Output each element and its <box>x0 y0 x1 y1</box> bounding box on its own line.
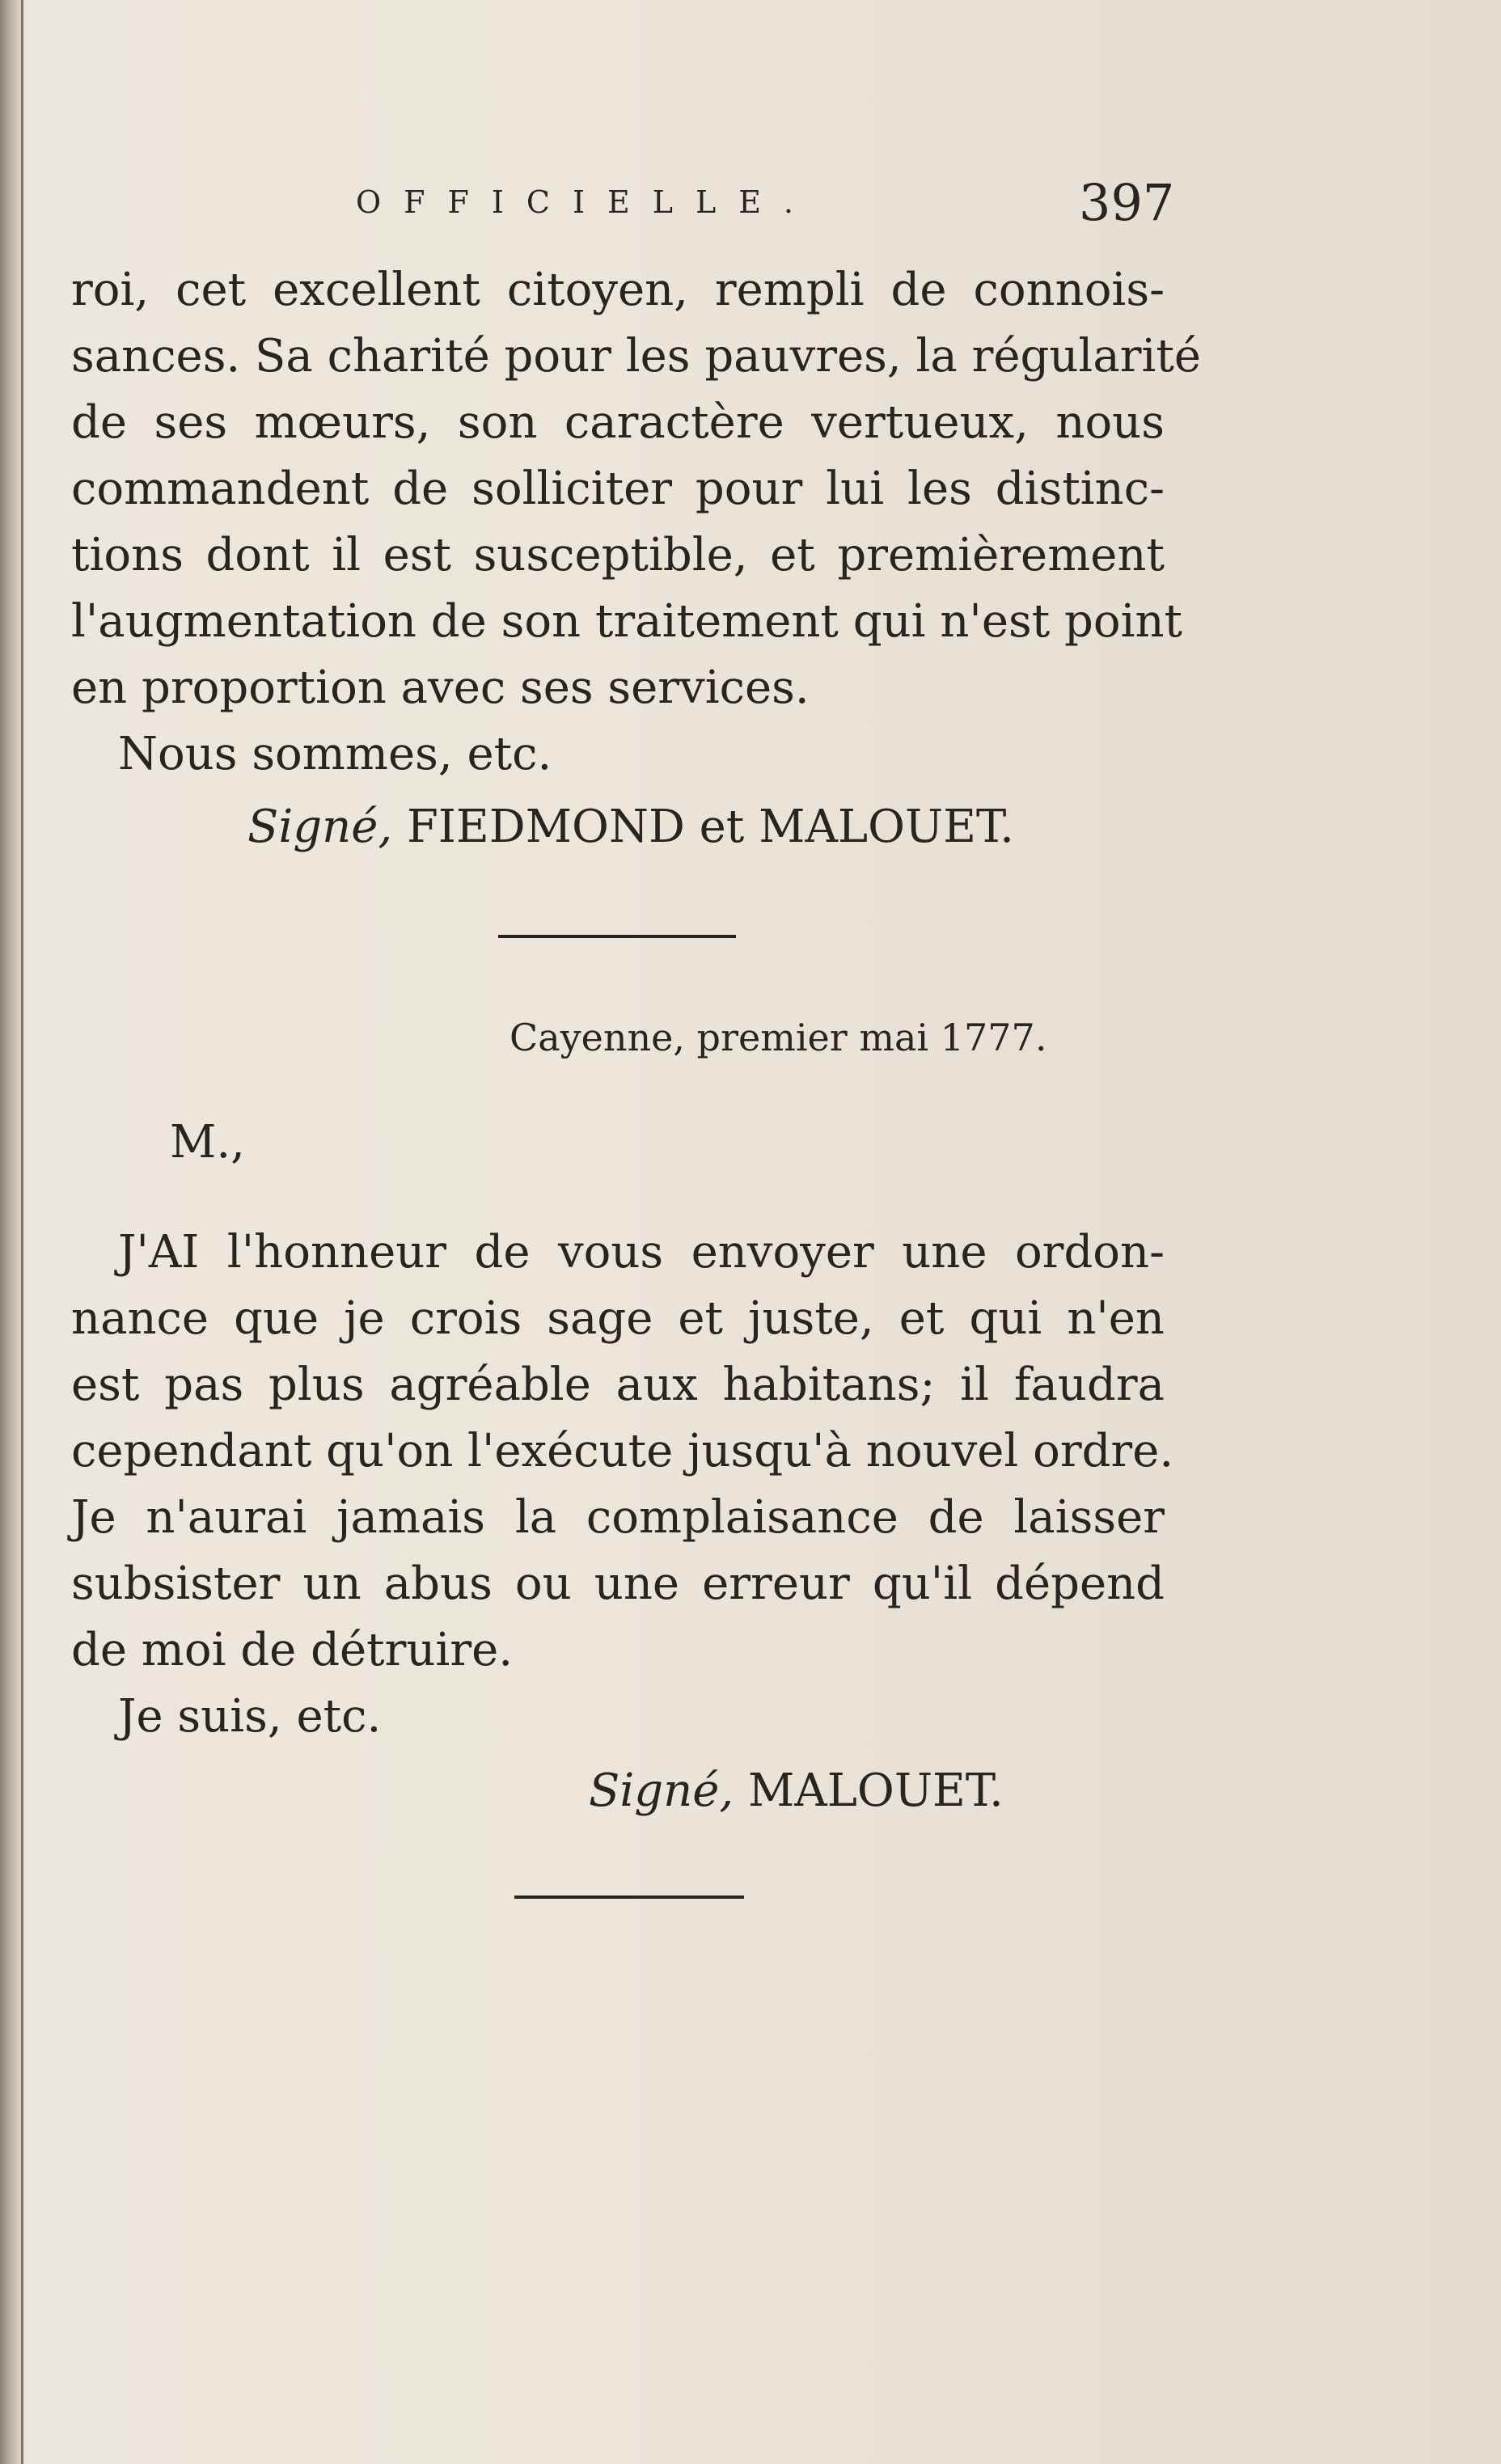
section-2-line: est pas plus agréable aux habitans; il faudra <box>71 1359 1165 1411</box>
page-number: 397 <box>1079 173 1175 232</box>
section-1-paragraph <box>71 257 1202 788</box>
closing-rule <box>514 1896 744 1899</box>
section-2-signature <box>589 1765 1004 1817</box>
page-edge-line <box>21 0 23 2464</box>
section-1-signature-label: Signé, <box>247 801 393 853</box>
section-2-line: subsister un abus ou une erreur qu'il dépend <box>71 1557 1165 1610</box>
section-2-line: J'AI l'honneur de vous envoyer une ordon- <box>118 1226 1165 1278</box>
section-1-line: de ses mœurs, son caractère vertueux, nous <box>71 396 1165 449</box>
section-2-signature-name: MALOUET. <box>747 1765 1004 1817</box>
section-2-line: de moi de détruire. <box>71 1624 514 1676</box>
section-1-signature <box>247 801 1014 853</box>
section-1-line: tions dont il est susceptible, et premièrement <box>71 529 1165 581</box>
letter-salutation: M., <box>170 1116 245 1169</box>
book-gutter-shadow <box>0 0 21 2464</box>
section-1-closing: Nous sommes, etc. <box>118 728 552 780</box>
section-2-paragraph <box>71 1219 1174 1750</box>
section-1-line: sances. Sa charité pour les pauvres, la régularité <box>71 330 1202 382</box>
section-2-closing: Je suis, etc. <box>118 1690 382 1743</box>
section-1-line: roi, cet excellent citoyen, rempli de connois- <box>71 264 1165 316</box>
section-1-line: commandent de solliciter pour lui les distinc- <box>71 463 1165 515</box>
section-divider-rule <box>498 935 736 938</box>
section-1-line: l'augmentation de son traitement qui n'est point <box>71 595 1183 648</box>
section-1-line: en proportion avec ses services. <box>71 661 810 714</box>
section-1-signature-names: FIEDMOND et MALOUET. <box>406 801 1014 853</box>
section-2-line: cependant qu'on l'exécute jusqu'à nouvel ordre. <box>71 1425 1174 1477</box>
section-2-line: Je n'aurai jamais la complaisance de laisser <box>71 1491 1165 1544</box>
running-header-title: OFFICIELLE. <box>356 184 817 220</box>
letter-place-date: Cayenne, premier mai 1777. <box>509 1016 1047 1059</box>
section-2-signature-label: Signé, <box>589 1765 734 1817</box>
section-2-line: nance que je crois sage et juste, et qui n'en <box>71 1292 1165 1345</box>
